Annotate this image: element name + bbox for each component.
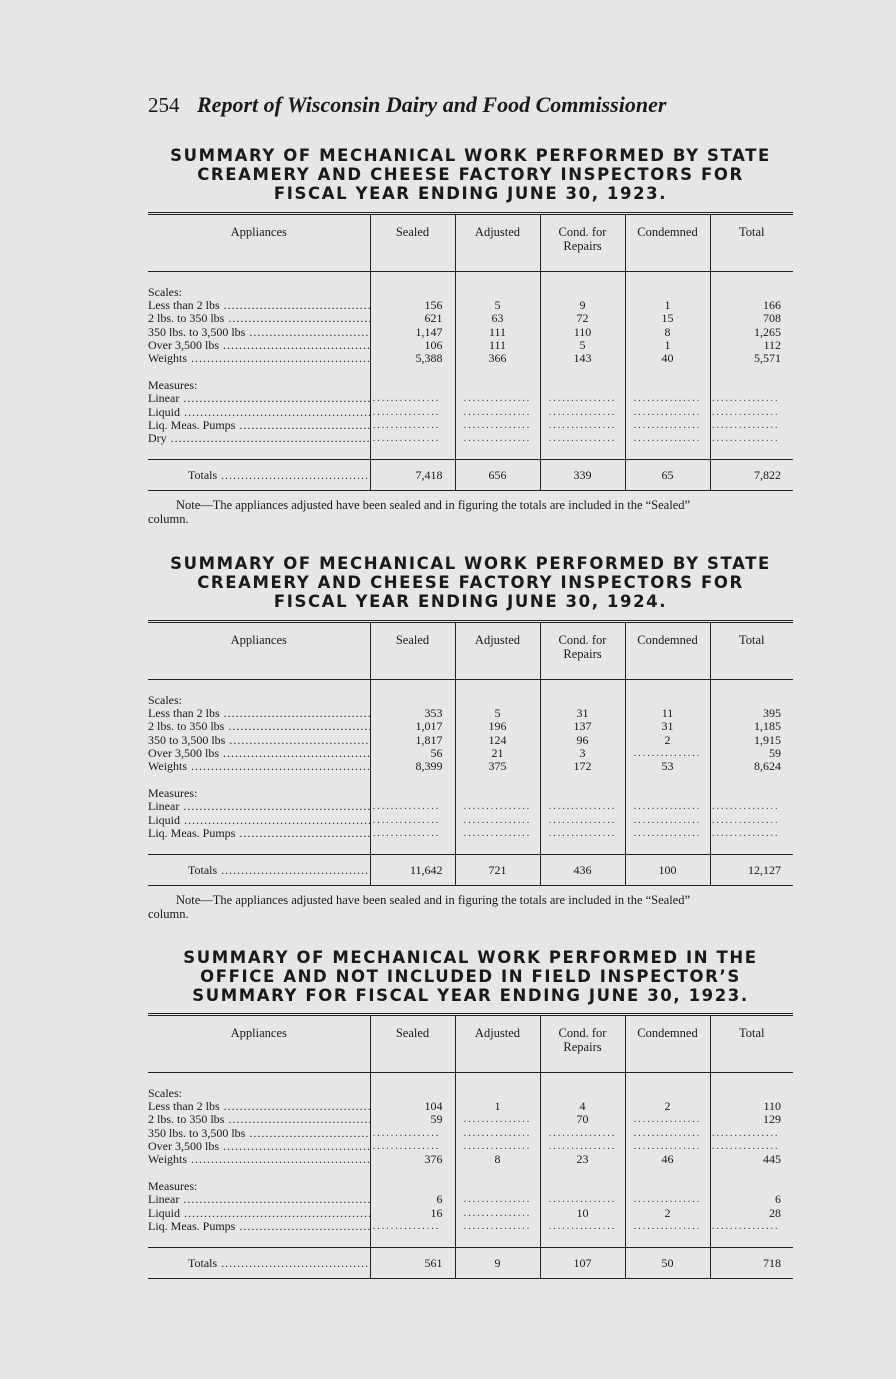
table-row (148, 406, 793, 419)
row-label: Liq. Meas. Pumps ..... (148, 1220, 370, 1233)
table-cell: 196 (455, 720, 540, 733)
totals-cell: 11,642 (370, 855, 455, 886)
row-label: Over 3,500 lbs ..... (148, 339, 370, 352)
totals-cell: 9 (455, 1248, 540, 1279)
table-cell: 8,624 (710, 760, 793, 773)
table-cell: 5 (540, 339, 625, 352)
table-cell: 59 (370, 1113, 455, 1126)
table-cell: ............... (540, 1220, 625, 1233)
note-line: column. (148, 512, 189, 526)
row-label: 350 lbs. to 3,500 lbs ..... (148, 326, 370, 339)
table-cell: ............... (710, 392, 793, 405)
table-row (148, 1140, 793, 1153)
group-heading: Scales: (148, 1087, 182, 1100)
table-cell: 5 (455, 707, 540, 720)
table-cell: ............... (540, 419, 625, 432)
table-cell: 63 (455, 312, 540, 325)
table-cell: 2 (625, 734, 710, 747)
totals-cell: 7,822 (710, 460, 793, 491)
table-cell: 621 (370, 312, 455, 325)
column-header: Cond. for Repairs (540, 214, 625, 272)
row-label: 2 lbs. to 350 lbs ..... (148, 720, 370, 733)
table-cell: ............... (710, 1220, 793, 1233)
note-line: Note—The appliances adjusted have been sealed and in figuring the totals are included in the “Sealed” (176, 498, 691, 512)
table-cell: ............... (370, 406, 455, 419)
table-cell: ............... (370, 1140, 455, 1153)
group-heading-row (148, 787, 793, 800)
table-cell: ............... (540, 1127, 625, 1140)
row-label: Over 3,500 lbs ..... (148, 747, 370, 760)
table-cell: 4 (540, 1100, 625, 1113)
table-row (148, 392, 793, 405)
table-cell: 6 (370, 1193, 455, 1206)
group-heading: Measures: (148, 379, 198, 393)
table-row (148, 814, 793, 827)
header-row (148, 622, 793, 680)
table-cell: ............... (710, 432, 793, 445)
table-cell: 8 (625, 326, 710, 339)
table-cell: 3 (540, 747, 625, 760)
table-row (148, 720, 793, 733)
table-3-title (148, 948, 793, 1005)
table-cell: 104 (370, 1100, 455, 1113)
page-number: 254 (148, 93, 180, 117)
table-cell: ............... (540, 406, 625, 419)
group-heading-row (148, 1180, 793, 1193)
row-label: Over 3,500 lbs ..... (148, 1140, 370, 1153)
table-cell: 366 (455, 352, 540, 365)
table-cell: ............... (455, 1113, 540, 1126)
table-cell: ............... (625, 1127, 710, 1140)
group-heading: Measures: (148, 787, 198, 801)
table-cell: ............... (540, 800, 625, 813)
column-header: Adjusted (455, 214, 540, 272)
table-cell: 8,399 (370, 760, 455, 773)
table-cell: 445 (710, 1153, 793, 1166)
column-header: Cond. for Repairs (540, 1015, 625, 1073)
table-cell: 375 (455, 760, 540, 773)
title-line: SUMMARY FOR FISCAL YEAR ENDING JUNE 30, 1923. (192, 986, 749, 1005)
row-label: Liquid ..... (148, 814, 370, 827)
table-cell: 5,571 (710, 352, 793, 365)
table-cell: 31 (540, 707, 625, 720)
table-cell: ............... (455, 1193, 540, 1206)
column-header: Sealed (370, 622, 455, 680)
table-cell: ............... (455, 1127, 540, 1140)
table-row (148, 1127, 793, 1140)
row-label: Dry ..... (148, 432, 370, 445)
note-line: column. (148, 907, 189, 921)
table-cell: 16 (370, 1207, 455, 1220)
table-cell: 1,147 (370, 326, 455, 339)
row-label: Less than 2 lbs ..... (148, 1100, 370, 1113)
totals-cell: 561 (370, 1248, 455, 1279)
table-cell: ............... (370, 800, 455, 813)
table-cell: 23 (540, 1153, 625, 1166)
table-cell: ............... (455, 814, 540, 827)
table-cell: 40 (625, 352, 710, 365)
row-label: Linear ..... (148, 800, 370, 813)
table-row (148, 1220, 793, 1233)
column-header: Total (710, 622, 793, 680)
table-row (148, 312, 793, 325)
totals-cell: 339 (540, 460, 625, 491)
row-label: Weights ..... (148, 1153, 370, 1166)
column-header: Condemned (625, 1015, 710, 1073)
table-cell: 11 (625, 707, 710, 720)
row-label: 2 lbs. to 350 lbs ..... (148, 1113, 370, 1126)
table-cell: 46 (625, 1153, 710, 1166)
table-cell: 137 (540, 720, 625, 733)
table-cell: 1 (625, 339, 710, 352)
title-line: OFFICE AND NOT INCLUDED IN FIELD INSPECTOR’S (200, 967, 741, 986)
table-cell: ............... (455, 827, 540, 840)
totals-label: Totals ..... (188, 1256, 370, 1270)
table-cell: ............... (370, 419, 455, 432)
table-cell: ............... (455, 1207, 540, 1220)
totals-cell: 656 (455, 460, 540, 491)
table-cell: 1,915 (710, 734, 793, 747)
table-cell: ............... (455, 1140, 540, 1153)
group-heading: Scales: (148, 694, 182, 707)
table-cell: ............... (540, 392, 625, 405)
table-cell: 31 (625, 720, 710, 733)
table-cell: ............... (455, 392, 540, 405)
totals-cell: 65 (625, 460, 710, 491)
table-cell: ............... (455, 800, 540, 813)
table-row (148, 1193, 793, 1206)
table-row (148, 419, 793, 432)
row-label: Liq. Meas. Pumps ..... (148, 419, 370, 432)
group-heading: Measures: (148, 1180, 198, 1194)
table-2-title (148, 554, 793, 611)
table-cell: 8 (455, 1153, 540, 1166)
title-line: SUMMARY OF MECHANICAL WORK PERFORMED BY STATE (170, 146, 771, 165)
row-label: Liquid ..... (148, 406, 370, 419)
table-cell: 1 (455, 1100, 540, 1113)
table-cell: ............... (710, 419, 793, 432)
summary-table-1924-field (148, 620, 793, 886)
column-header: Total (710, 1015, 793, 1073)
column-header: Appliances (148, 1015, 370, 1073)
table-cell: ............... (540, 432, 625, 445)
column-header: Adjusted (455, 1015, 540, 1073)
table-cell: ............... (455, 406, 540, 419)
table-cell: 143 (540, 352, 625, 365)
row-label: Less than 2 lbs ..... (148, 707, 370, 720)
table-cell: ............... (540, 814, 625, 827)
title-line: CREAMERY AND CHEESE FACTORY INSPECTORS FOR (197, 165, 744, 184)
title-line: SUMMARY OF MECHANICAL WORK PERFORMED BY STATE (170, 554, 771, 573)
table-cell: ............... (710, 1140, 793, 1153)
table-cell: ............... (710, 827, 793, 840)
table-cell: 10 (540, 1207, 625, 1220)
row-label: Linear ..... (148, 392, 370, 405)
table-cell: 72 (540, 312, 625, 325)
table-cell: 112 (710, 339, 793, 352)
row-label: 350 lbs. to 3,500 lbs ..... (148, 1127, 370, 1140)
title-line: FISCAL YEAR ENDING JUNE 30, 1924. (273, 592, 668, 611)
totals-row (148, 855, 793, 886)
table-cell: ............... (625, 392, 710, 405)
group-heading-row (148, 694, 793, 707)
table-cell: 110 (710, 1100, 793, 1113)
table-cell: ............... (625, 747, 710, 760)
header-row (148, 1015, 793, 1073)
table-row (148, 339, 793, 352)
table-cell: 21 (455, 747, 540, 760)
summary-table-1923-office (148, 1013, 793, 1279)
table-cell: 6 (710, 1193, 793, 1206)
table-cell: ............... (370, 392, 455, 405)
table-row (148, 1153, 793, 1166)
table-cell: ............... (540, 1140, 625, 1153)
table-cell: ............... (625, 419, 710, 432)
table-cell: 59 (710, 747, 793, 760)
table-cell: ............... (710, 814, 793, 827)
table-cell: 2 (625, 1207, 710, 1220)
totals-cell: 100 (625, 855, 710, 886)
row-label: Liquid ..... (148, 1207, 370, 1220)
table-cell: ............... (625, 432, 710, 445)
table-cell: ............... (370, 1220, 455, 1233)
title-line: CREAMERY AND CHEESE FACTORY INSPECTORS FOR (197, 573, 744, 592)
row-label: 350 to 3,500 lbs ..... (148, 734, 370, 747)
table-cell: 110 (540, 326, 625, 339)
table-row (148, 299, 793, 312)
totals-cell: 436 (540, 855, 625, 886)
table-cell: ............... (455, 1220, 540, 1233)
table-cell: 376 (370, 1153, 455, 1166)
row-label: Less than 2 lbs ..... (148, 299, 370, 312)
row-label: Liq. Meas. Pumps ..... (148, 827, 370, 840)
table-cell: ............... (625, 814, 710, 827)
table-row (148, 800, 793, 813)
table-cell: ............... (710, 406, 793, 419)
table-cell: 1,017 (370, 720, 455, 733)
totals-row (148, 460, 793, 491)
table-cell: 1,265 (710, 326, 793, 339)
group-heading-row (148, 286, 793, 299)
table-row (148, 707, 793, 720)
header-row (148, 214, 793, 272)
table-cell: 5,388 (370, 352, 455, 365)
title-line: FISCAL YEAR ENDING JUNE 30, 1923. (273, 184, 668, 203)
row-label: Weights ..... (148, 760, 370, 773)
table-cell: 111 (455, 326, 540, 339)
column-header: Sealed (370, 1015, 455, 1073)
table-cell: ............... (455, 432, 540, 445)
table-cell: ............... (625, 1140, 710, 1153)
table-cell: 395 (710, 707, 793, 720)
page-header (148, 92, 666, 118)
column-header: Sealed (370, 214, 455, 272)
table-cell: 1 (625, 299, 710, 312)
table-row (148, 1207, 793, 1220)
table-cell: ............... (455, 419, 540, 432)
table-cell: ............... (625, 406, 710, 419)
table-cell: 1,185 (710, 720, 793, 733)
table-cell: 28 (710, 1207, 793, 1220)
table-cell: 106 (370, 339, 455, 352)
table-row (148, 1100, 793, 1113)
table-cell: 70 (540, 1113, 625, 1126)
table-row (148, 1113, 793, 1126)
table-cell: 156 (370, 299, 455, 312)
table-row (148, 747, 793, 760)
table-1-title (148, 146, 793, 203)
table-cell: 96 (540, 734, 625, 747)
table-cell: 111 (455, 339, 540, 352)
column-header: Total (710, 214, 793, 272)
table-cell: 166 (710, 299, 793, 312)
table-row (148, 760, 793, 773)
table-cell: ............... (625, 1220, 710, 1233)
table-cell: 9 (540, 299, 625, 312)
table-cell: ............... (710, 1127, 793, 1140)
table-row (148, 352, 793, 365)
row-label: Linear ..... (148, 1193, 370, 1206)
totals-label: Totals ..... (188, 863, 370, 877)
table-cell: ............... (625, 827, 710, 840)
table-cell: ............... (370, 827, 455, 840)
table-1-note (148, 498, 793, 526)
totals-label: Totals ..... (188, 468, 370, 482)
column-header: Condemned (625, 214, 710, 272)
group-heading: Scales: (148, 286, 182, 299)
column-header: Cond. for Repairs (540, 622, 625, 680)
table-cell: ............... (370, 814, 455, 827)
table-cell: 2 (625, 1100, 710, 1113)
table-cell: 15 (625, 312, 710, 325)
table-cell: 1,817 (370, 734, 455, 747)
totals-cell: 7,418 (370, 460, 455, 491)
totals-cell: 50 (625, 1248, 710, 1279)
title-line: SUMMARY OF MECHANICAL WORK PERFORMED IN THE (183, 948, 758, 967)
table-row (148, 734, 793, 747)
table-cell: ............... (625, 800, 710, 813)
table-cell: 129 (710, 1113, 793, 1126)
column-header: Adjusted (455, 622, 540, 680)
table-row (148, 827, 793, 840)
column-header: Condemned (625, 622, 710, 680)
group-heading-row (148, 1087, 793, 1100)
totals-row (148, 1248, 793, 1279)
table-cell: 353 (370, 707, 455, 720)
table-cell: 124 (455, 734, 540, 747)
table-cell: ............... (625, 1113, 710, 1126)
table-cell: ............... (625, 1193, 710, 1206)
table-cell: ............... (370, 432, 455, 445)
running-title: Report of Wisconsin Dairy and Food Commissioner (197, 92, 667, 117)
table-cell: ............... (540, 827, 625, 840)
table-cell: 53 (625, 760, 710, 773)
row-label: Weights ..... (148, 352, 370, 365)
table-cell: 708 (710, 312, 793, 325)
group-heading-row (148, 379, 793, 392)
table-cell: ............... (370, 1127, 455, 1140)
column-header: Appliances (148, 214, 370, 272)
table-row (148, 432, 793, 445)
table-2-note (148, 893, 793, 921)
totals-cell: 718 (710, 1248, 793, 1279)
row-label: 2 lbs. to 350 lbs ..... (148, 312, 370, 325)
table-cell: ............... (540, 1193, 625, 1206)
table-cell: 172 (540, 760, 625, 773)
note-line: Note—The appliances adjusted have been sealed and in figuring the totals are included in the “Sealed” (176, 893, 691, 907)
table-cell: ............... (710, 800, 793, 813)
table-row (148, 326, 793, 339)
totals-cell: 107 (540, 1248, 625, 1279)
table-cell: 56 (370, 747, 455, 760)
summary-table-1923-field (148, 212, 793, 491)
table-cell: 5 (455, 299, 540, 312)
totals-cell: 721 (455, 855, 540, 886)
column-header: Appliances (148, 622, 370, 680)
totals-cell: 12,127 (710, 855, 793, 886)
